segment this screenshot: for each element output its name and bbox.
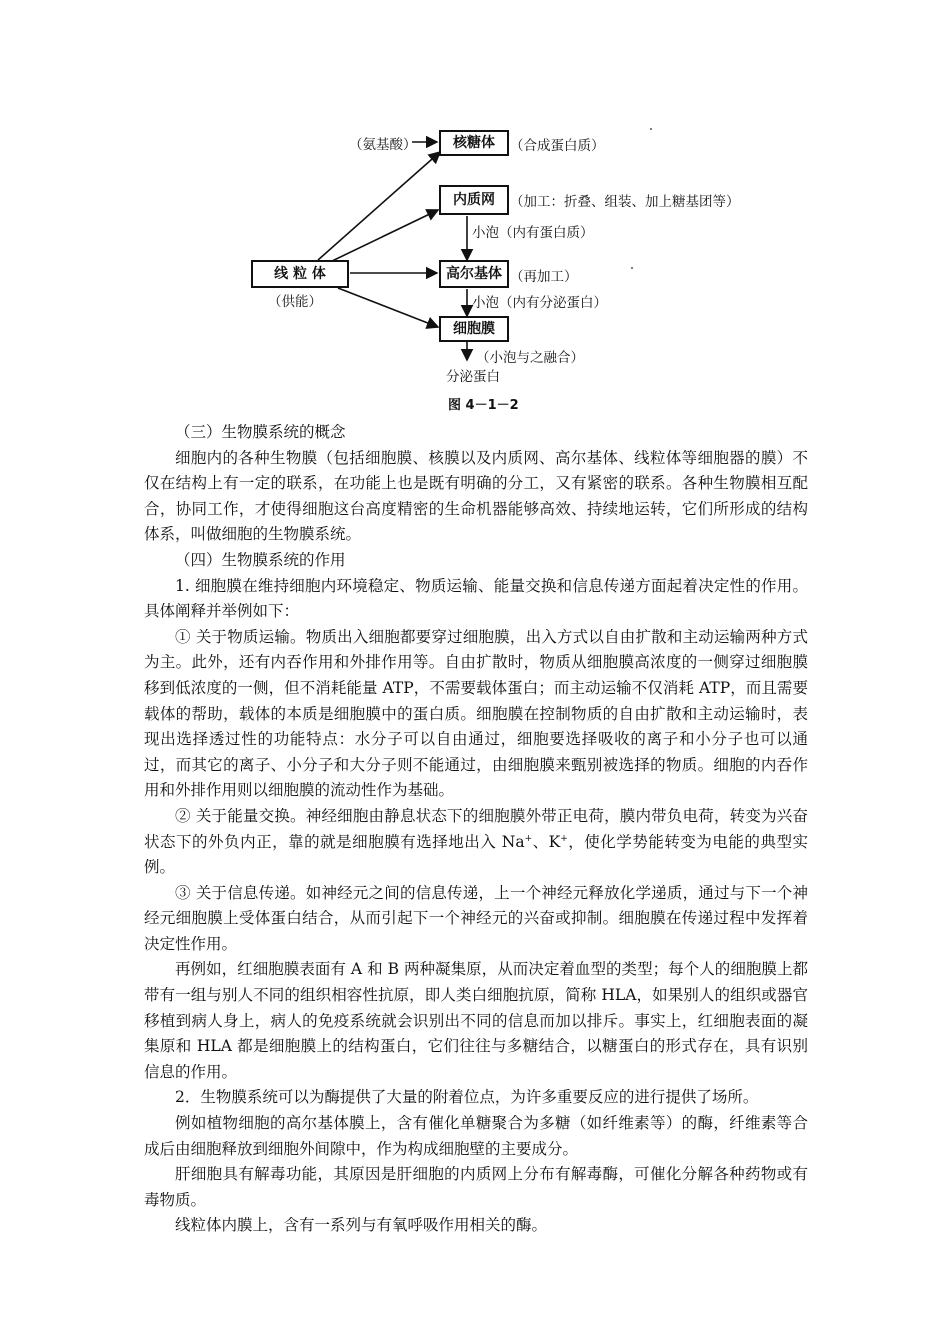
label-secreted: 分泌蛋白 bbox=[446, 369, 500, 385]
section-heading-4: （四）生物膜系统的作用 bbox=[175, 550, 346, 569]
mitochondria-box: 线 粒 体 bbox=[251, 260, 349, 288]
label-vesicle2: 小泡（内有分泌蛋白） bbox=[472, 295, 607, 311]
paragraph bbox=[144, 804, 808, 881]
arrow-mito-to-ribosome bbox=[318, 152, 440, 260]
label-synthesis: （合成蛋白质） bbox=[510, 138, 605, 154]
label-amino-acid: （氨基酸） bbox=[349, 137, 417, 153]
arrow-mito-to-membrane bbox=[338, 288, 438, 327]
text-run: 、K bbox=[532, 832, 561, 851]
paragraph: ① 关于物质运输。物质出入细胞都要穿过细胞膜，出入方式以自由扩散和主动运输两种方式为主。此外，还有内吞作用和外排作用等。自由扩散时，物质从细胞膜高浓度的一侧穿过细胞膜移到低浓度的一侧，但不消耗能量 ATP，不需要载体蛋白；而主动运输不仅消耗 ATP，而且需要载体的帮助，载体的本质是细胞膜中的蛋白质。细胞膜在控制物质的自由扩散和主动运输时，表现出选择透过性的功能特点：水分子可以自由通过，细胞要选择吸收的离子和小分子也可以通过，而其它的离子、小分子和大分子则不能通过，由细胞膜来甄别被选择的物质。细胞的内吞作用和外排作用则以细胞膜的流动性作为基础。 bbox=[144, 627, 808, 800]
text-run: ② 关于能量交换。神经细胞由静息状态下的细胞膜外带正电荷，膜内带负电荷，转变为兴奋状态下的外负内正，靠的就是细胞膜有选择地出入 Na bbox=[144, 806, 808, 851]
flow-diagram bbox=[0, 0, 950, 420]
section-heading-3: （三）生物膜系统的概念 bbox=[175, 423, 346, 441]
superscript: + bbox=[524, 833, 533, 844]
paragraph: 例如植物细胞的高尔基体膜上，含有催化单糖聚合为多糖（如纤维素等）的酶，纤维素等合成后由细胞释放到细胞外间隙中，作为构成细胞壁的主要成分。 bbox=[144, 1114, 808, 1158]
membrane-box: 细胞膜 bbox=[439, 316, 509, 342]
label-reprocess: （再加工） bbox=[510, 269, 578, 285]
ribosome-box: 核糖体 bbox=[439, 130, 509, 156]
label-vesicle1: 小泡（内有蛋白质） bbox=[472, 225, 594, 241]
figure-caption: 图 4－1－2 bbox=[448, 398, 519, 413]
label-energy: （供能） bbox=[268, 294, 322, 310]
paragraph: 肝细胞具有解毒功能，其原因是肝细胞的内质网上分布有解毒酶，可催化分解各种药物或有毒物质。 bbox=[144, 1165, 808, 1209]
paragraph: 线粒体内膜上，含有一系列与有氧呼吸作用相关的酶。 bbox=[175, 1216, 548, 1235]
paragraph: ③ 关于信息传递。如神经元之间的信息传递，上一个神经元释放化学递质，通过与下一个神经元细胞膜上受体蛋白结合，从而引起下一个神经元的兴奋或抑制。细胞膜在传递过程中发挥着决定性作用。 bbox=[144, 883, 808, 953]
paragraph: 2．生物膜系统可以为酶提供了大量的附着位点，为许多重要反应的进行提供了场所。 bbox=[175, 1088, 759, 1107]
paragraph: 再例如，红细胞膜表面有 A 和 B 两种凝集原，从而决定着血型的类型；每个人的细胞膜上都带有一组与别人不同的组织相容性抗原，即人类白细胞抗原，简称 HLA，如果别人的组织或器官移植到病人身上，病人的免疫系统就会识别出不同的信息而加以排斥。事实上，红细胞表面的凝集原和 HLA 都是细胞膜上的结构蛋白，它们往往与多糖结合，以糖蛋白的形式存在，具有识别信息的作用。 bbox=[144, 960, 808, 1081]
superscript: + bbox=[560, 833, 568, 844]
paragraph: 细胞内的各种生物膜（包括细胞膜、核膜以及内质网、高尔基体、线粒体等细胞器的膜）不仅在结构上有一定的联系，在功能上也是既有明确的分工，又有紧密的联系。各种生物膜相互配合，协同工作，才使得细胞这台高度精密的生命机器能够高效、持续地运转，它们所形成的结构体系，叫做细胞的生物膜系统。 bbox=[144, 448, 808, 544]
label-processing: （加工：折叠、组装、加上糖基团等） bbox=[510, 194, 740, 210]
paragraph: 1. 细胞膜在维持细胞内环境稳定、物质运输、能量交换和信息传递方面起着决定性的作用。具体阐释并举例如下： bbox=[144, 576, 808, 621]
label-fusion: （小泡与之融合） bbox=[476, 350, 584, 366]
text-run: ，使化学势能转变为电能的典型实例。 bbox=[144, 832, 808, 877]
golgi-box: 高尔基体 bbox=[439, 260, 509, 288]
er-box: 内质网 bbox=[439, 185, 509, 215]
body-text bbox=[144, 420, 808, 1239]
